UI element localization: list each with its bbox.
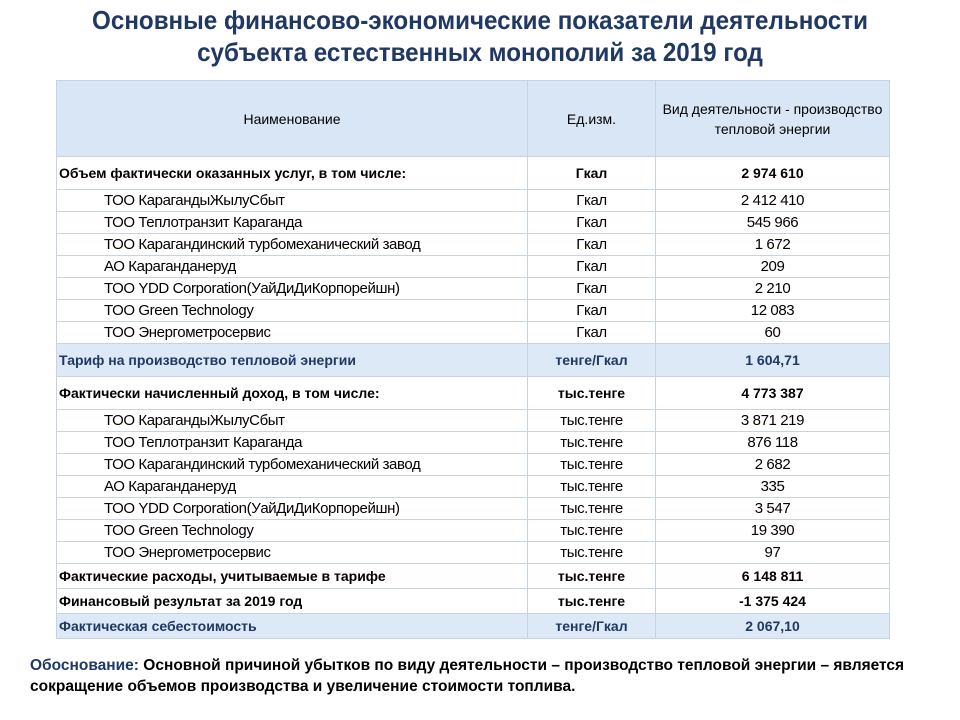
- row-name-cell: ТОО КарагандыЖылуСбыт: [57, 190, 528, 212]
- row-value-cell: 209: [656, 256, 890, 278]
- row-name-cell: ТОО Карагандинский турбомеханический завод: [57, 234, 528, 256]
- row-value-cell: 2 210: [656, 278, 890, 300]
- row-unit-cell: тыс.тенге: [528, 454, 656, 476]
- row-value-cell: 335: [656, 476, 890, 498]
- indicators-table: [56, 80, 890, 639]
- row-value-cell: 876 118: [656, 432, 890, 454]
- row-unit-cell: Гкал: [528, 190, 656, 212]
- table-body: [57, 157, 890, 639]
- row-value-cell: 3 871 219: [656, 410, 890, 432]
- row-value-cell: 3 547: [656, 498, 890, 520]
- row-name-cell: Объем фактически оказанных услуг, в том числе:: [57, 157, 528, 190]
- row-value-cell: 2 974 610: [656, 157, 890, 190]
- row-unit-cell: тыс.тенге: [528, 564, 656, 589]
- row-value-cell: 19 390: [656, 520, 890, 542]
- row-unit-cell: тыс.тенге: [528, 476, 656, 498]
- table-row: [57, 190, 890, 212]
- table-row: [57, 322, 890, 344]
- table-row: [57, 344, 890, 377]
- row-value-cell: -1 375 424: [656, 589, 890, 614]
- table-row: [57, 256, 890, 278]
- row-name-cell: ТОО Карагандинский турбомеханический завод: [57, 454, 528, 476]
- row-name-cell: ТОО Энергометросервис: [57, 542, 528, 564]
- table-row: [57, 454, 890, 476]
- row-name-cell: Фактически начисленный доход, в том числе:: [57, 377, 528, 410]
- table-row: [57, 234, 890, 256]
- page-title-line-2: субъекта естественных монополий за 2019 год: [197, 37, 763, 67]
- column-header-activity: Вид деятельности - производство тепловой энергии: [656, 81, 890, 157]
- table-row: [57, 476, 890, 498]
- row-unit-cell: Гкал: [528, 157, 656, 190]
- row-unit-cell: тыс.тенге: [528, 432, 656, 454]
- row-unit-cell: Гкал: [528, 256, 656, 278]
- row-name-cell: АО Караганданеруд: [57, 476, 528, 498]
- row-unit-cell: тенге/Гкал: [528, 344, 656, 377]
- row-value-cell: 2 067,10: [656, 614, 890, 639]
- justification-text: Основной причиной убытков по виду деятельности – производство тепловой энергии – является сокращение объемов производства и увеличение стоимости топлива.: [30, 657, 905, 695]
- row-unit-cell: Гкал: [528, 234, 656, 256]
- row-unit-cell: тыс.тенге: [528, 498, 656, 520]
- row-name-cell: ТОО YDD Corporation(УайДиДиКорпорейшн): [57, 278, 528, 300]
- row-value-cell: 1 672: [656, 234, 890, 256]
- row-value-cell: 4 773 387: [656, 377, 890, 410]
- row-name-cell: ТОО Green Technology: [57, 520, 528, 542]
- row-unit-cell: Гкал: [528, 300, 656, 322]
- row-value-cell: 2 682: [656, 454, 890, 476]
- row-value-cell: 6 148 811: [656, 564, 890, 589]
- row-unit-cell: тыс.тенге: [528, 542, 656, 564]
- row-name-cell: ТОО КарагандыЖылуСбыт: [57, 410, 528, 432]
- row-name-cell: ТОО YDD Corporation(УайДиДиКорпорейшн): [57, 498, 528, 520]
- column-header-unit: Ед.изм.: [528, 81, 656, 157]
- page-title-line-1: Основные финансово-экономические показатели деятельности: [92, 5, 868, 35]
- table-row: [57, 432, 890, 454]
- row-name-cell: ТОО Энергометросервис: [57, 322, 528, 344]
- table-row: [57, 589, 890, 614]
- justification-note: [30, 655, 930, 697]
- row-unit-cell: тыс.тенге: [528, 520, 656, 542]
- row-value-cell: 97: [656, 542, 890, 564]
- table-row: [57, 157, 890, 190]
- row-name-cell: АО Караганданеруд: [57, 256, 528, 278]
- row-name-cell: Финансовый результат за 2019 год: [57, 589, 528, 614]
- column-header-name: Наименование: [57, 81, 528, 157]
- table-row: [57, 300, 890, 322]
- row-value-cell: 12 083: [656, 300, 890, 322]
- row-name-cell: Тариф на производство тепловой энергии: [57, 344, 528, 377]
- row-value-cell: 60: [656, 322, 890, 344]
- table-row: [57, 614, 890, 639]
- row-unit-cell: тыс.тенге: [528, 589, 656, 614]
- row-unit-cell: Гкал: [528, 278, 656, 300]
- table-header: [57, 81, 890, 157]
- table-row: [57, 498, 890, 520]
- table-row: [57, 212, 890, 234]
- table-row: [57, 564, 890, 589]
- row-name-cell: ТОО Теплотранзит Караганда: [57, 432, 528, 454]
- row-name-cell: ТОО Теплотранзит Караганда: [57, 212, 528, 234]
- table-row: [57, 278, 890, 300]
- table-row: [57, 520, 890, 542]
- row-name-cell: ТОО Green Technology: [57, 300, 528, 322]
- page-title: [34, 4, 927, 68]
- table-row: [57, 377, 890, 410]
- row-value-cell: 2 412 410: [656, 190, 890, 212]
- table-row: [57, 542, 890, 564]
- row-value-cell: 1 604,71: [656, 344, 890, 377]
- row-unit-cell: Гкал: [528, 322, 656, 344]
- row-value-cell: 545 966: [656, 212, 890, 234]
- row-unit-cell: тенге/Гкал: [528, 614, 656, 639]
- row-unit-cell: тыс.тенге: [528, 410, 656, 432]
- justification-label: Обоснование:: [30, 657, 139, 674]
- row-name-cell: Фактическая себестоимость: [57, 614, 528, 639]
- row-unit-cell: тыс.тенге: [528, 377, 656, 410]
- row-name-cell: Фактические расходы, учитываемые в тарифе: [57, 564, 528, 589]
- table-row: [57, 410, 890, 432]
- row-unit-cell: Гкал: [528, 212, 656, 234]
